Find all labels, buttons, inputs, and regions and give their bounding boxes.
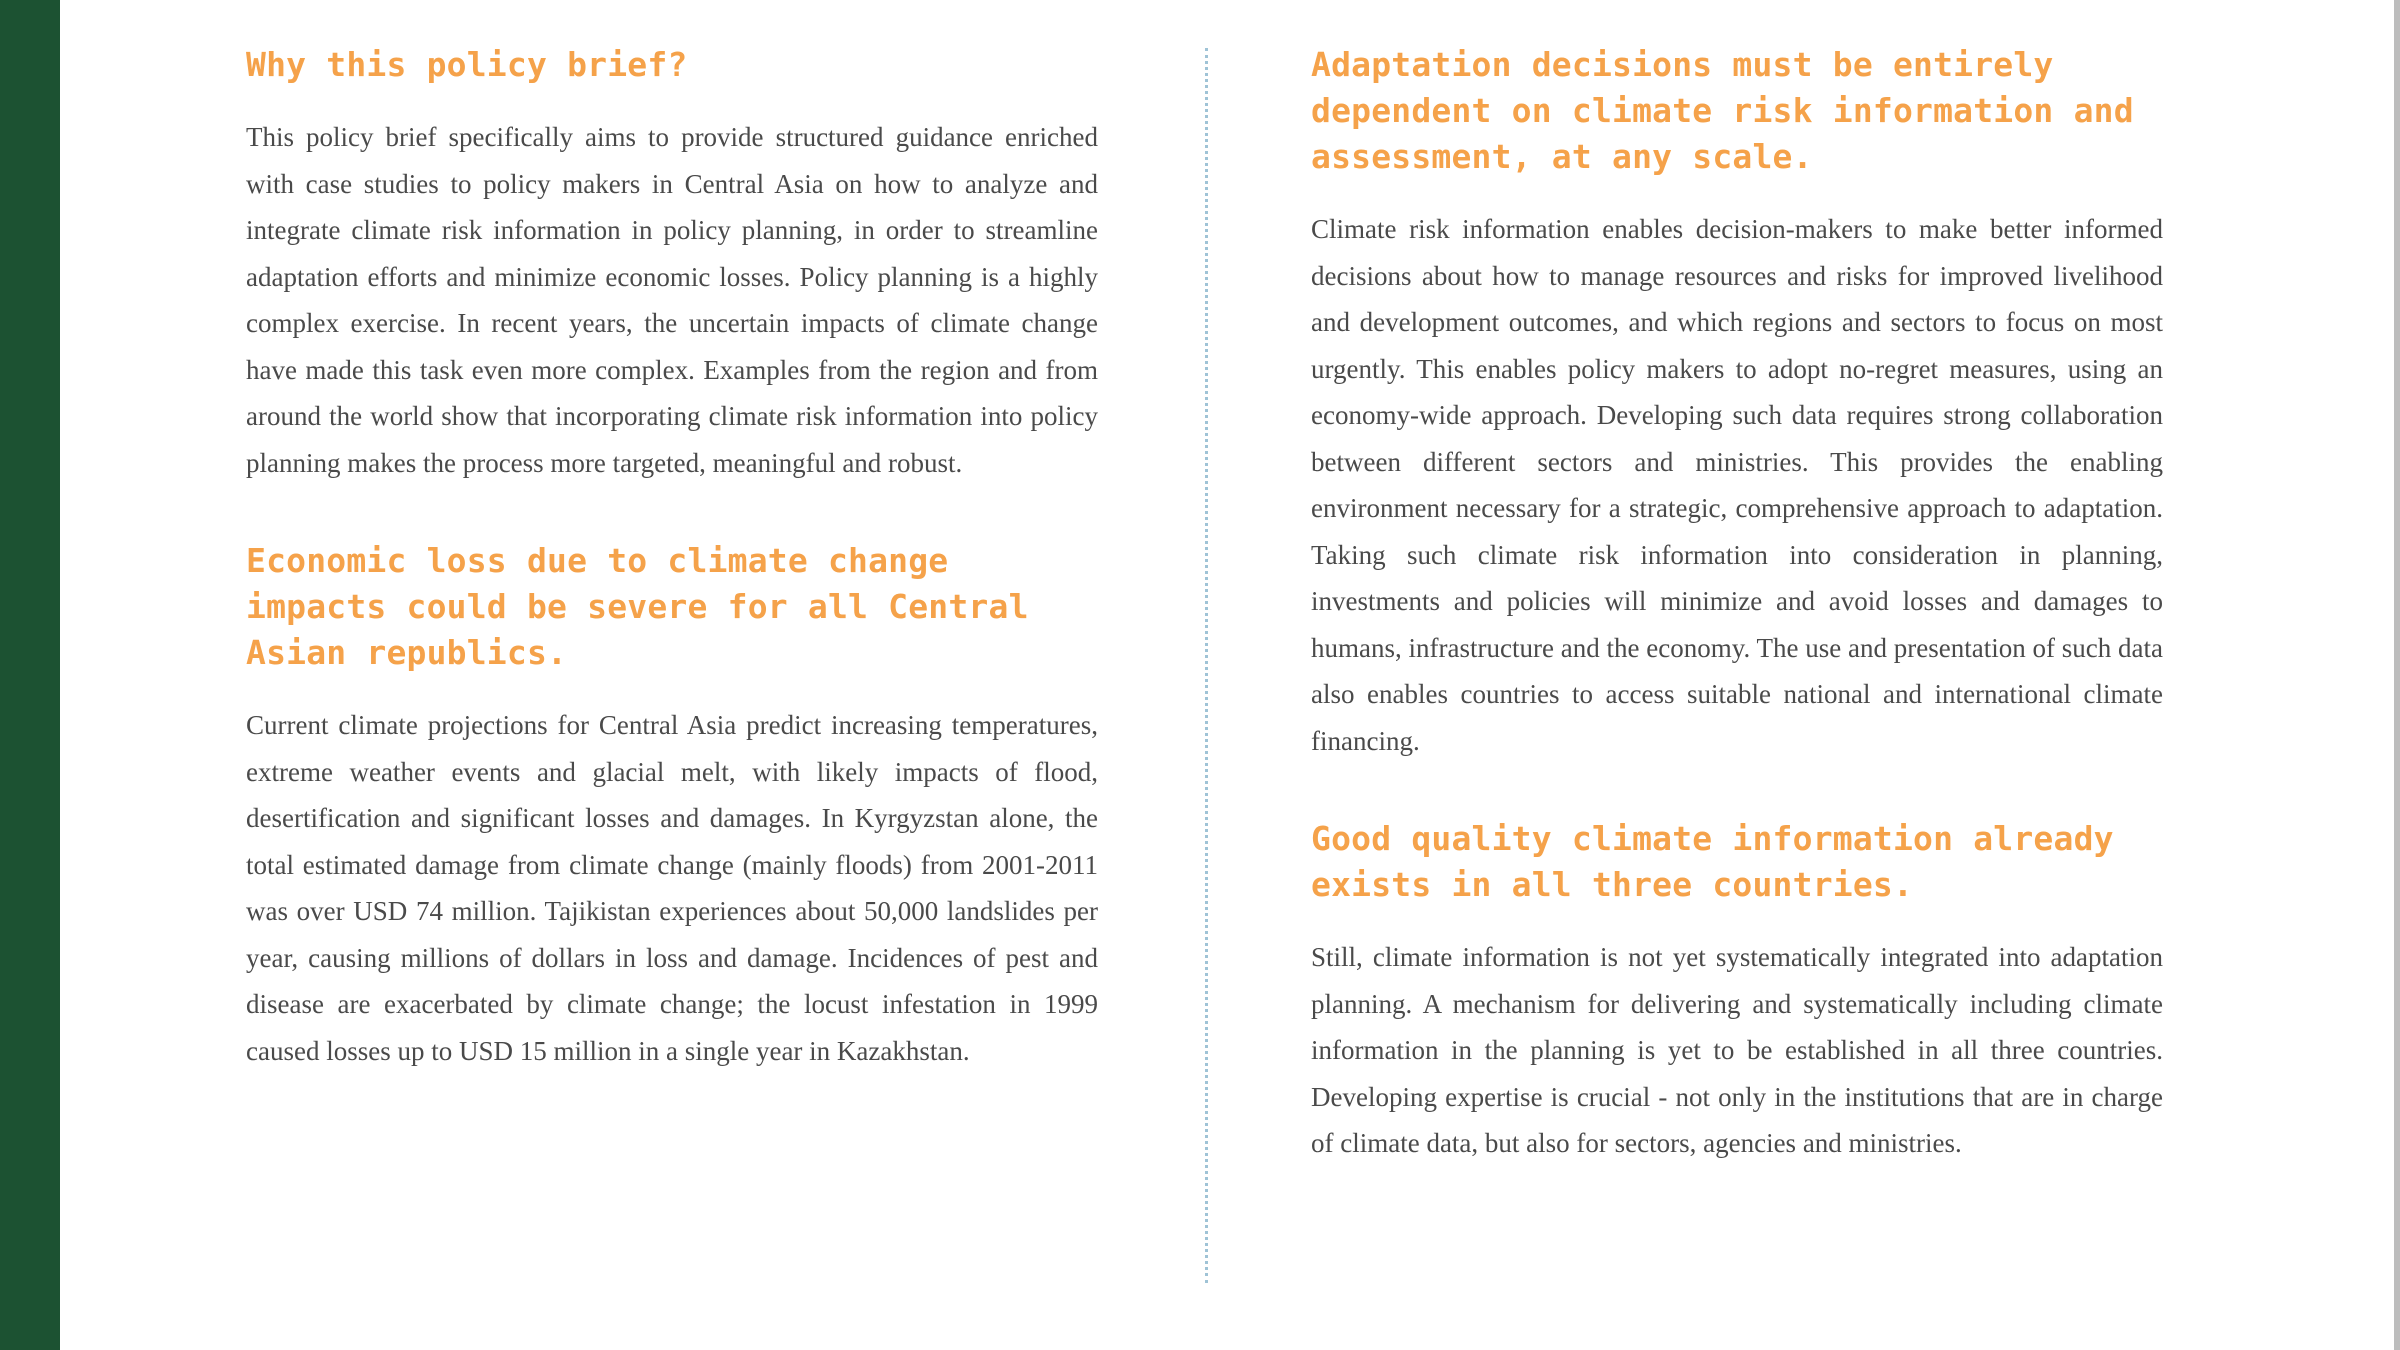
section-body: This policy brief specifically aims to provide structured guidance enriched with case studies to policy makers in Central Asia on how to analyze and integrate climate risk information in policy planning, in order to streamline adaptation efforts and minimize economic losses. Policy planning is a highly complex exercise. In recent years, the uncertain impacts of climate change have made this task even more complex. Examples from the region and from around the world show that incorporating climate risk information into policy planning makes the process more targeted, meaningful and robust. xyxy=(246,122,1098,478)
column-divider xyxy=(1205,48,1208,1283)
section-adaptation-decisions xyxy=(1311,42,2163,764)
left-margin-bar xyxy=(0,0,60,1350)
section-body: Climate risk information enables decision-makers to make better informed decisions about how to manage resources and risks for improved livelihood and development outcomes, and which regions and sectors to focus on most urgently. This enables policy makers to adopt no-regret measures, using an economy-wide approach. Developing such data requires strong collaboration between different sectors and ministries. This provides the enabling environment necessary for a strategic, comprehensive approach to adaptation. Taking such climate risk information into consideration in planning, investments and policies will minimize and avoid losses and damages to humans, infrastructure and the economy. The use and presentation of such data also enables countries to access suitable national and international climate financing. xyxy=(1311,214,2163,756)
left-column xyxy=(246,42,1098,1126)
section-economic-loss xyxy=(246,538,1098,1074)
right-page-edge xyxy=(2394,0,2400,1350)
section-body: Still, climate information is not yet systematically integrated into adaptation planning. A mechanism for delivering and systematically including climate information in the planning is yet to be established in all three countries. Developing expertise is crucial - not only in the institutions that are in charge of climate data, but also for sectors, agencies and ministries. xyxy=(1311,942,2163,1158)
section-heading: Adaptation decisions must be entirely dependent on climate risk information and assessment, at any scale. xyxy=(1311,45,2134,176)
section-body: Current climate projections for Central Asia predict increasing temperatures, extreme weather events and glacial melt, with likely impacts of flood, desertification and significant losses and damages. In Kyrgyzstan alone, the total estimated damage from climate change (mainly floods) from 2001-2011 was over USD 74 million. Tajikistan experiences about 50,000 landslides per year, causing millions of dollars in loss and damage. Incidences of pest and disease are exacerbated by climate change; the locust infestation in 1999 caused losses up to USD 15 million in a single year in Kazakhstan. xyxy=(246,710,1098,1066)
right-column xyxy=(1311,42,2163,1219)
section-heading: Good quality climate information already exists in all three countries. xyxy=(1311,819,2114,904)
section-heading: Economic loss due to climate change impacts could be severe for all Central Asian republics. xyxy=(246,541,1029,672)
section-good-quality-info xyxy=(1311,816,2163,1167)
section-heading: Why this policy brief? xyxy=(246,45,688,84)
section-why-policy-brief xyxy=(246,42,1098,486)
